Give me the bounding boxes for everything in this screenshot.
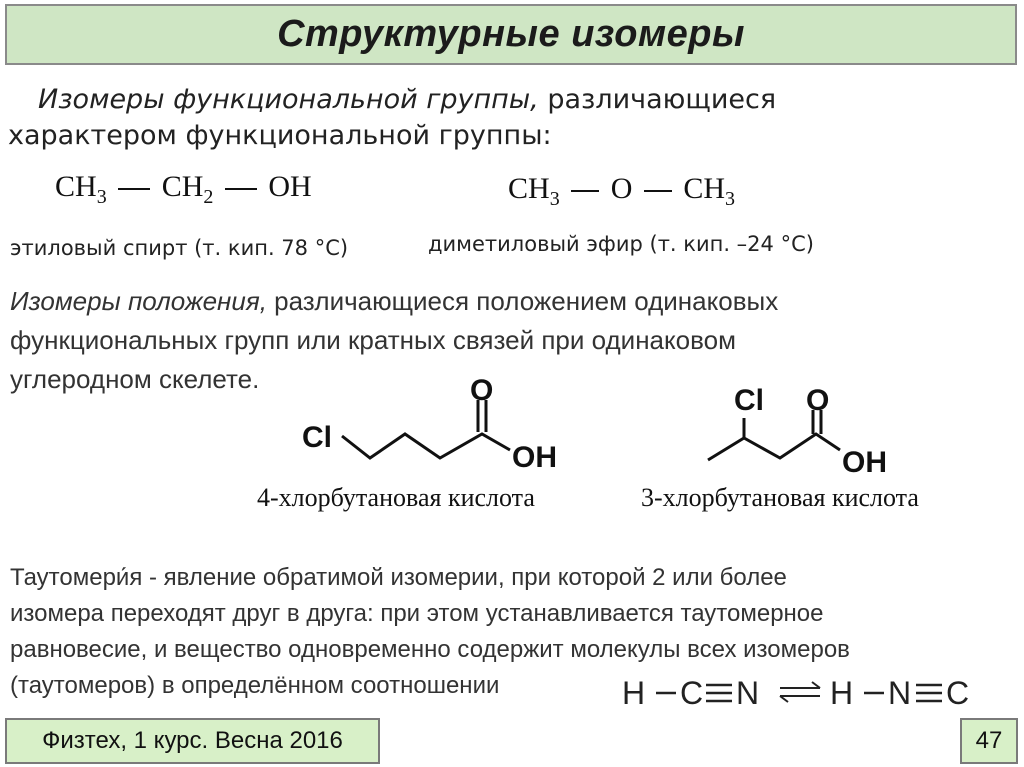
eq-h2: H — [830, 675, 854, 711]
bond-line — [225, 188, 257, 190]
molecule-4-chlorobutanoic-acid — [290, 372, 580, 482]
mol1-oh: OH — [512, 441, 557, 474]
molecule-3-chlorobutanoic-acid — [700, 378, 920, 488]
functional-group-heading-italic: Изомеры функциональной группы, — [38, 84, 539, 115]
position-line3: углеродном скелете. — [10, 364, 260, 394]
functional-group-heading-line1 — [38, 84, 776, 115]
position-line1 — [10, 282, 778, 321]
ether-ch3-right: $CH_3$ — [683, 172, 736, 210]
ethanol-oh: OH — [268, 170, 312, 203]
mol2-oh: OH — [842, 446, 887, 479]
footer-course: Физтех, 1 курс. Весна 2016 — [42, 727, 343, 754]
bond-line — [118, 188, 150, 190]
molecule-caption-3-chloro: 3-хлорбутановая кислота — [641, 483, 919, 512]
mol2-cl: Cl — [734, 384, 764, 417]
eq-h1: H — [622, 675, 646, 711]
page-number: 47 — [975, 727, 1003, 754]
ether-ch3-left: $CH_3$ — [508, 172, 560, 210]
molecule-caption-4-chloro: 4-хлорбутановая кислота — [257, 483, 535, 512]
position-line1-rest: различающиеся положением одинаковых — [266, 286, 779, 316]
footer-page-box — [960, 718, 1018, 764]
bond-line — [571, 190, 599, 192]
mol1-chain — [342, 434, 510, 458]
ethanol-ch3: $CH_3$ — [55, 170, 107, 208]
tautomer-equation — [620, 668, 1000, 718]
tautomerism-line4: (таутомеров) в определённом соотношении — [10, 672, 500, 699]
mol2-chain — [708, 434, 840, 460]
mol1-cl: Cl — [302, 421, 332, 454]
slide-title: Структурные изомеры — [277, 13, 745, 55]
eq-c1: C — [680, 675, 704, 711]
ethanol-ch2: $CH_2$ — [161, 170, 214, 208]
mol2-o: O — [806, 384, 830, 417]
ethanol-formula — [55, 170, 312, 209]
footer-course-box — [5, 718, 380, 764]
title-bar — [5, 4, 1017, 65]
eq-n2: N — [888, 675, 912, 711]
tautomerism-line1: Таутомери́я - явление обратимой изомерии, при которой 2 или более — [10, 564, 787, 591]
position-heading-italic: Изомеры положения, — [10, 286, 267, 316]
dimethyl-ether-formula — [508, 172, 735, 211]
mol1-o: O — [470, 374, 494, 407]
functional-group-heading-rest: различающиеся — [538, 84, 777, 115]
tautomerism-line2: изомера переходят друг в друга: при этом устанавливается таутомерное — [10, 600, 824, 627]
tautomerism-line3: равновесие, и вещество одновременно содержит молекулы всех изомеров — [10, 636, 850, 663]
dimethyl-ether-label: диметиловый эфир (т. кип. –24 °C) — [428, 232, 814, 256]
ethanol-label: этиловый спирт (т. кип. 78 °C) — [10, 236, 349, 260]
eq-n1: N — [736, 675, 760, 711]
ether-o: O — [610, 172, 633, 205]
bond-line — [644, 190, 672, 192]
eq-c2: C — [946, 675, 970, 711]
position-line2: функциональных групп или кратных связей при одинаковом — [10, 325, 736, 355]
functional-group-heading-line2: характером функциональной группы: — [8, 120, 552, 151]
